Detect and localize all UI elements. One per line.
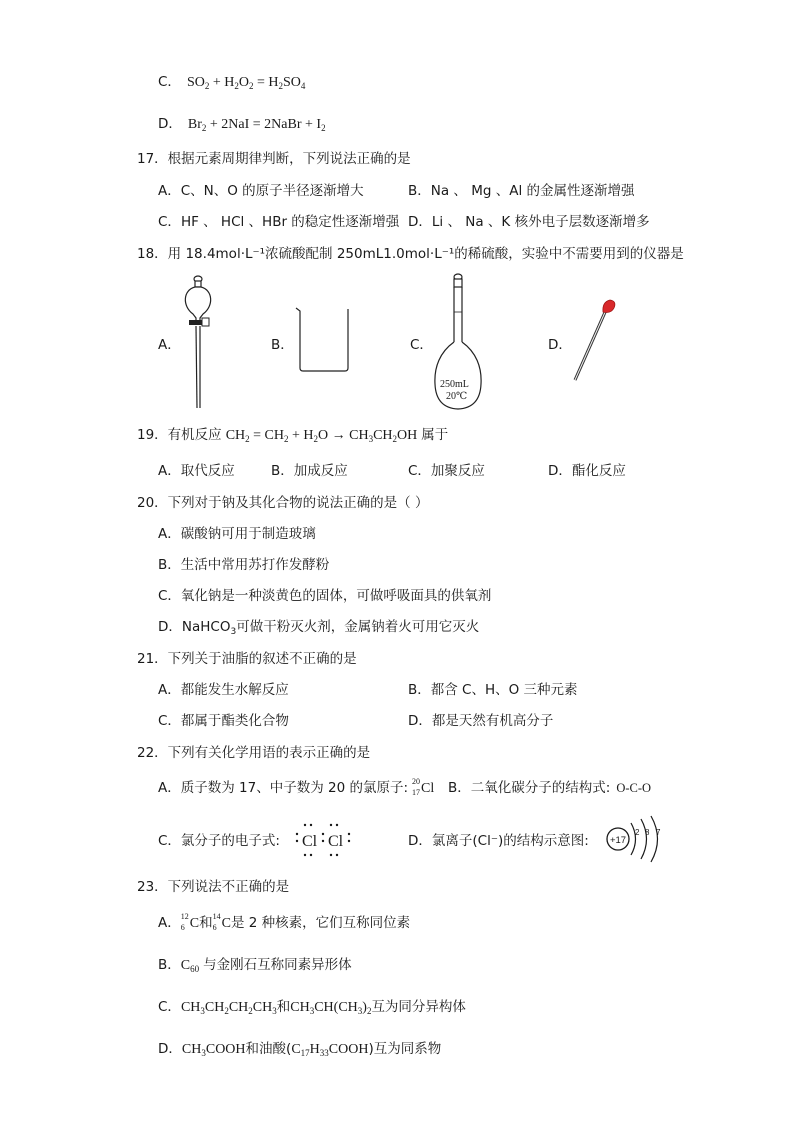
q18-stem: 18．用 18.4mol·L⁻¹浓硫酸配制 250mL1.0mol·L⁻¹的稀硫酸，实验中不需要用到的仪器是 [137, 246, 684, 262]
q21-option-a: A．都能发生水解反应 [158, 682, 289, 698]
beaker-icon [294, 306, 354, 372]
q16-option-c: C． $SO_2 + H_2O_2 = H_2SO_4$ [158, 74, 306, 91]
q17-option-d: D．Li 、 Na 、K 核外电子层数逐渐增多 [408, 214, 650, 230]
q16-option-d: D． $Br_2 + 2NaI$ = 2NaBr + $I_2$ [158, 116, 326, 133]
q19-stem: 19．有机反应 $CH_2 = CH_2 + H_2O \to CH_3CH_2OH$ 属于 [137, 427, 449, 444]
q19-option-c: C．加聚反应 [408, 463, 485, 479]
q20-option-b: B．生活中常用苏打作发酵粉 [158, 557, 330, 573]
q17-option-b: B．Na 、 Mg 、Al 的金属性逐渐增强 [408, 183, 635, 199]
q21-option-c: C．都属于酯类化合物 [158, 713, 289, 729]
q20-option-c: C．氧化钠是一种淡黄色的固体，可做呼吸面具的供氧剂 [158, 588, 492, 604]
q22-option-b: B．二氧化碳分子的结构式: O-C-O [448, 780, 652, 796]
q20-stem: 20．下列对于钠及其化合物的说法正确的是（ ） [137, 495, 429, 511]
svg-text:Cl: Cl [302, 833, 318, 850]
q19-option-a: A．取代反应 [158, 463, 235, 479]
chloride-ion-structure-diagram [604, 815, 674, 863]
q18-option-c-label: C． [410, 337, 433, 353]
q22-option-d: D．氯离子(Cl⁻)的结构示意图: [408, 833, 589, 849]
q23-stem: 23．下列说法不正确的是 [137, 879, 290, 895]
q23-option-c: C．$CH_3CH_2CH_2CH_3$和$CH_3CH(CH_3)_2$互为同分异构体 [158, 999, 466, 1016]
q21-option-b: B．都含 C、H、O 三种元素 [408, 682, 578, 698]
co2-structural-formula: O-C-O [616, 781, 652, 795]
shell-3-count: 7 [656, 828, 661, 837]
svg-text:Cl: Cl [328, 833, 344, 850]
q20-option-a: A．碳酸钠可用于制造玻璃 [158, 526, 316, 542]
shell-1-count: 2 [635, 828, 640, 837]
q21-option-d: D．都是天然有机高分子 [408, 713, 554, 729]
q19-option-d: D．酯化反应 [548, 463, 626, 479]
flask-volume-label: 250mL [440, 379, 469, 390]
cl2-electron-formula [294, 819, 356, 861]
q23-option-a: A． 12 6 C和 14 6 C是 2 种核素，它们互称同位素 [158, 912, 411, 932]
q17-option-a: A．C、N、O 的原子半径逐渐增大 [158, 183, 364, 199]
q17-option-c: C．HF 、 HCl 、HBr 的稳定性逐渐增强 [158, 214, 400, 230]
nucleus-charge: +17 [609, 835, 627, 846]
q22-option-a: A．质子数为 17、中子数为 20 的氯原子: 20 17 Cl [158, 777, 435, 797]
dropper-icon [570, 296, 620, 386]
q23-option-b: B．$C_{60}$ 与金刚石互称同素异形体 [158, 957, 352, 974]
separatory-funnel-icon [180, 272, 220, 412]
q17-stem: 17．根据元素周期律判断，下列说法正确的是 [137, 151, 411, 167]
q18-option-a-label: A． [158, 337, 181, 353]
shell-2-count: 8 [645, 828, 650, 837]
q20-option-d: D．NaHCO$_3$可做干粉灭火剂，金属钠着火可用它灭火 [158, 619, 480, 637]
q18-option-d-label: D． [548, 337, 572, 353]
q21-stem: 21．下列关于油脂的叙述不正确的是 [137, 651, 357, 667]
flask-temp-label: 20℃ [446, 391, 468, 402]
q18-option-b-label: B． [271, 337, 294, 353]
q22-option-c: C．氯分子的电子式: [158, 833, 280, 849]
q23-option-d: D．$CH_3COOH$和油酸$(C_{17}H_{33}COOH)$互为同系物 [158, 1041, 442, 1058]
q22-stem: 22．下列有关化学用语的表示正确的是 [137, 745, 371, 761]
q19-option-b: B．加成反应 [271, 463, 348, 479]
